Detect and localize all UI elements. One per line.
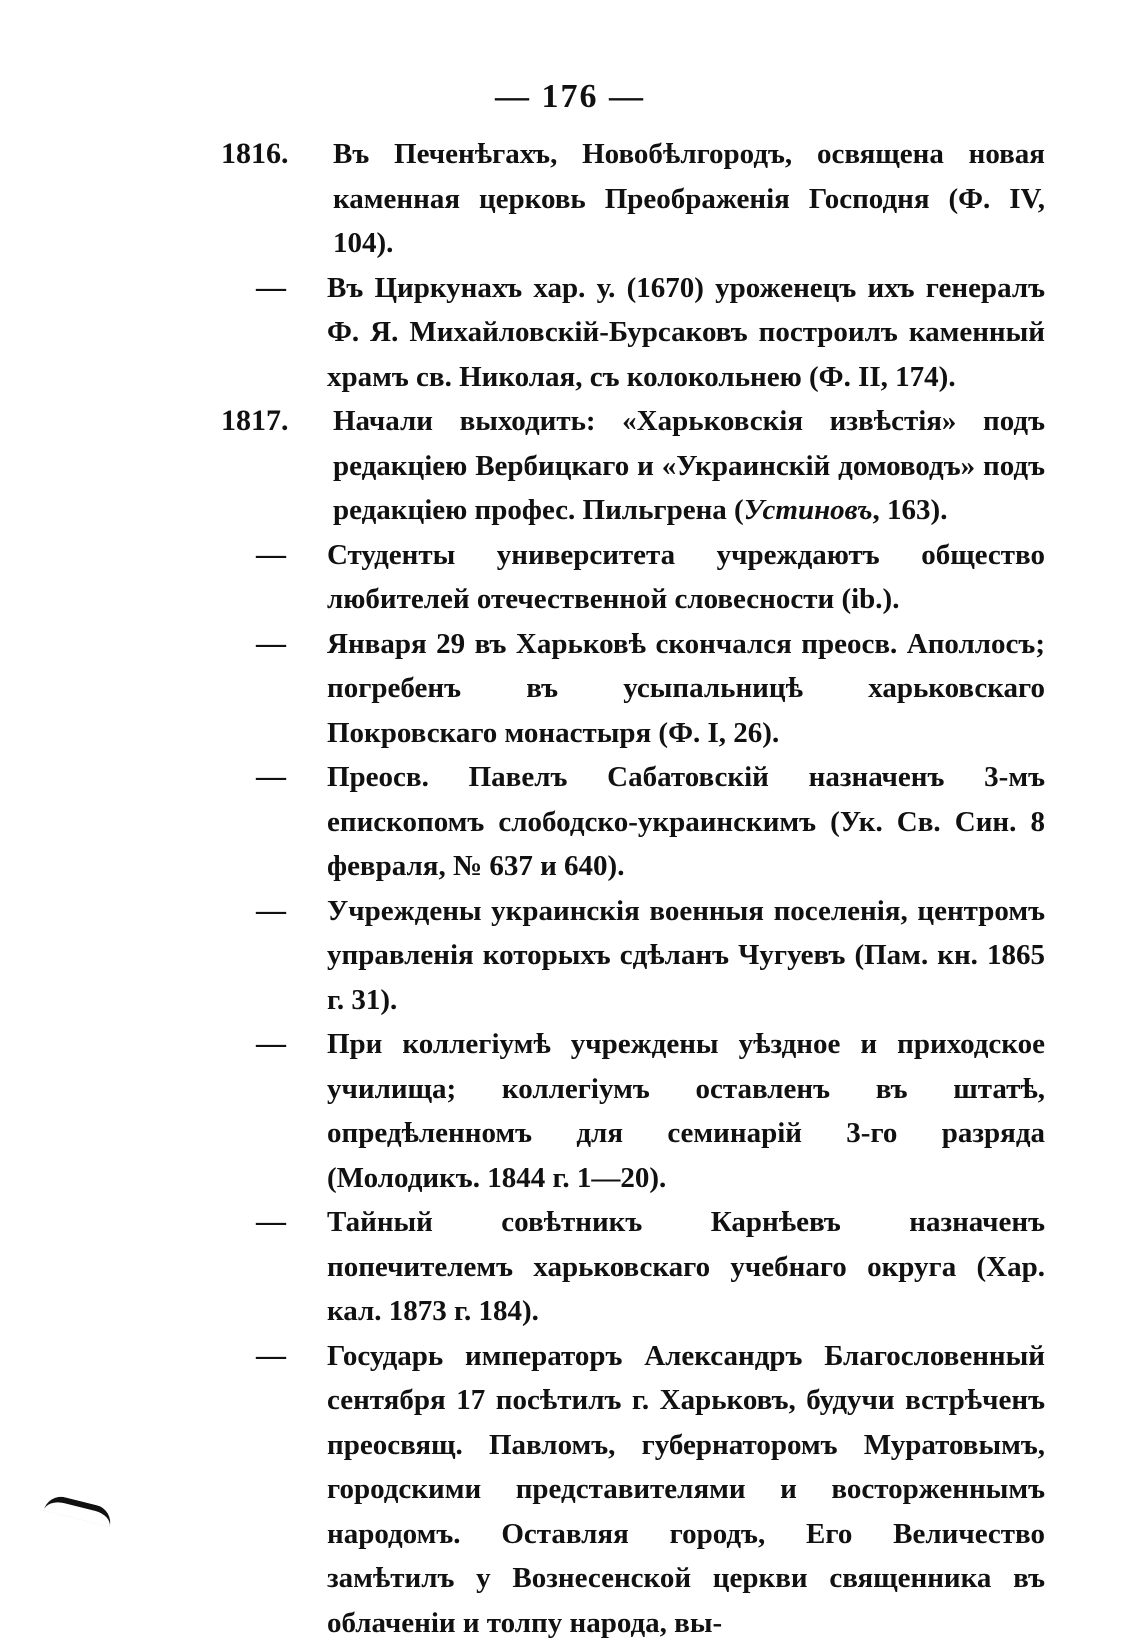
entry xyxy=(215,1022,1045,1200)
entry xyxy=(215,132,1045,266)
entry-text: Учреждены украинскія военныя поселенія, центромъ управленія которыхъ сдѣланъ Чугуевъ (Пам. кн. 1865 г. 31). xyxy=(327,889,1045,1023)
entry-dash: — xyxy=(215,266,327,400)
entry-text-composite xyxy=(333,399,1045,533)
entry xyxy=(215,533,1045,622)
entry-text: Въ Печенѣгахъ, Новобѣлгородъ, освящена новая каменная церковь Преображенія Господня (Ф. IV, 104). xyxy=(333,132,1045,266)
entry-dash: — xyxy=(215,622,327,756)
entry-text: Преосв. Павелъ Сабатовскій назначенъ 3-мъ епископомъ слободско-украинскимъ (Ук. Св. Син. 8 февраля, № 637 и 640). xyxy=(327,755,1045,889)
entry xyxy=(215,622,1045,756)
entry-text: Въ Циркунахъ хар. у. (1670) уроженецъ ихъ генералъ Ф. Я. Михайловскій-Бурсаковъ построилъ каменный храмъ св. Николая, съ колокольнею (Ф. II, 174). xyxy=(327,266,1045,400)
entry-dash: — xyxy=(215,1334,327,1645)
entry-text: При коллегіумѣ учреждены уѣздное и приходское училища; коллегіумъ оставленъ въ штатѣ, опредѣленномъ для семинарій 3-го разряда (Молодикъ. 1844 г. 1—20). xyxy=(327,1022,1045,1200)
page-number: — 176 — xyxy=(0,78,1140,116)
entry-text: Тайный совѣтникъ Карнѣевъ назначенъ попечителемъ харьковскаго учебнаго округа (Хар. кал. 1873 г. 184). xyxy=(327,1200,1045,1334)
entry-dash: — xyxy=(215,755,327,889)
entry xyxy=(215,399,1045,533)
entry-text: Государь императоръ Александръ Благословенный сентября 17 посѣтилъ г. Харьковъ, будучи встрѣченъ преосвящ. Павломъ, губернаторомъ Муратовымъ, городскими представителями и восторженнымъ народомъ. Оставляя городъ, Его Величество замѣтилъ у Вознесенской церкви священника въ облаченіи и толпу народа, вы- xyxy=(327,1334,1045,1645)
entry-text: Января 29 въ Харьковѣ скончался преосв. Аполлосъ; погребенъ въ усыпальницѣ харьковскаго Покровскаго монастыря (Ф. I, 26). xyxy=(327,622,1045,756)
entry-year: 1817. xyxy=(215,399,333,533)
entry-year: 1816. xyxy=(215,132,333,266)
entry xyxy=(215,1334,1045,1645)
entry-dash: — xyxy=(215,889,327,1023)
entry-text: Начали выходить: «Харьковскія извѣстія» подъ редакціею Вербицкаго и «Украинскій домоводъ» подъ редакціею профес. Пильгрена ( xyxy=(333,405,1045,526)
entry-text-after: , 163). xyxy=(873,494,948,526)
ink-mark xyxy=(44,1493,114,1527)
entry xyxy=(215,889,1045,1023)
entry-source-italic: Устиновъ xyxy=(744,494,873,526)
entry-dash: — xyxy=(215,1200,327,1334)
entry-dash: — xyxy=(215,1022,327,1200)
entry-dash: — xyxy=(215,533,327,622)
chronicle-entries xyxy=(215,132,1045,1645)
entry xyxy=(215,1200,1045,1334)
entry xyxy=(215,266,1045,400)
entry-text: Студенты университета учреждаютъ общество любителей отечественной словесности (ib.). xyxy=(327,533,1045,622)
entry xyxy=(215,755,1045,889)
